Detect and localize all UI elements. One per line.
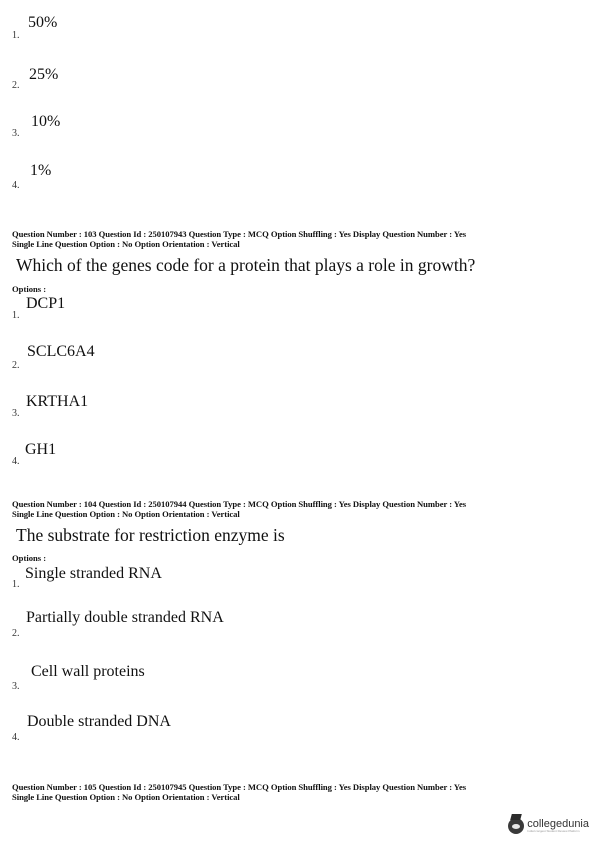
q105-meta-line-2: Single Line Question Option : No Option Orientation : Vertical	[12, 792, 240, 802]
q102-option-3-number: 3.	[12, 128, 20, 139]
q102-option-2-number: 2.	[12, 80, 20, 91]
q104-option-4-number: 4.	[12, 732, 20, 743]
q104-meta-line-2: Single Line Question Option : No Option Orientation : Vertical	[12, 509, 240, 519]
q103-option-4-text: GH1	[25, 441, 57, 458]
q103-option-4-number: 4.	[12, 456, 20, 467]
q102-option-1-text: 50%	[28, 14, 58, 31]
q103-option-3-text: KRTHA1	[26, 393, 89, 410]
q102-option-1-number: 1.	[12, 30, 20, 41]
q103-question-text: Which of the genes code for a protein that plays a role in growth?	[16, 255, 476, 275]
q103-option-1-text: DCP1	[26, 295, 66, 312]
q102-option-3-text: 10%	[31, 113, 61, 130]
graduate-mascot-icon	[508, 818, 524, 834]
q103-meta-line-1: Question Number : 103 Question Id : 250107943 Question Type : MCQ Option Shuffling : Yes Display Question Number : Yes	[12, 229, 467, 239]
q103-option-2-text: SCLC6A4	[27, 343, 95, 360]
logo-tagline: India's largest Student Review Platform	[527, 829, 580, 833]
q104-meta-line-1: Question Number : 104 Question Id : 250107944 Question Type : MCQ Option Shuffling : Yes Display Question Number : Yes	[12, 499, 467, 509]
q103-options-label: Options :	[12, 284, 47, 294]
q104-question-text: The substrate for restriction enzyme is	[16, 525, 285, 545]
q102-option-4-number: 4.	[12, 180, 20, 191]
q103-option-3-number: 3.	[12, 408, 20, 419]
q104-option-2-number: 2.	[12, 628, 20, 639]
q105-meta-line-1: Question Number : 105 Question Id : 250107945 Question Type : MCQ Option Shuffling : Yes Display Question Number : Yes	[12, 782, 467, 792]
q104-option-2-text: Partially double stranded RNA	[26, 609, 224, 626]
q103-option-1-number: 1.	[12, 310, 20, 321]
q103-option-2-number: 2.	[12, 360, 20, 371]
q102-option-2-text: 25%	[29, 66, 59, 83]
logo-name: collegedunia	[527, 818, 589, 830]
q104-option-1-text: Single stranded RNA	[25, 565, 162, 582]
q104-option-4-text: Double stranded DNA	[27, 713, 171, 730]
q104-option-3-number: 3.	[12, 681, 20, 692]
q104-option-3-text: Cell wall proteins	[31, 663, 145, 680]
q102-option-4-text: 1%	[30, 162, 52, 179]
collegedunia-logo	[508, 818, 589, 834]
q104-options-label: Options :	[12, 553, 47, 563]
q103-meta-line-2: Single Line Question Option : No Option Orientation : Vertical	[12, 239, 240, 249]
q104-option-1-number: 1.	[12, 579, 20, 590]
